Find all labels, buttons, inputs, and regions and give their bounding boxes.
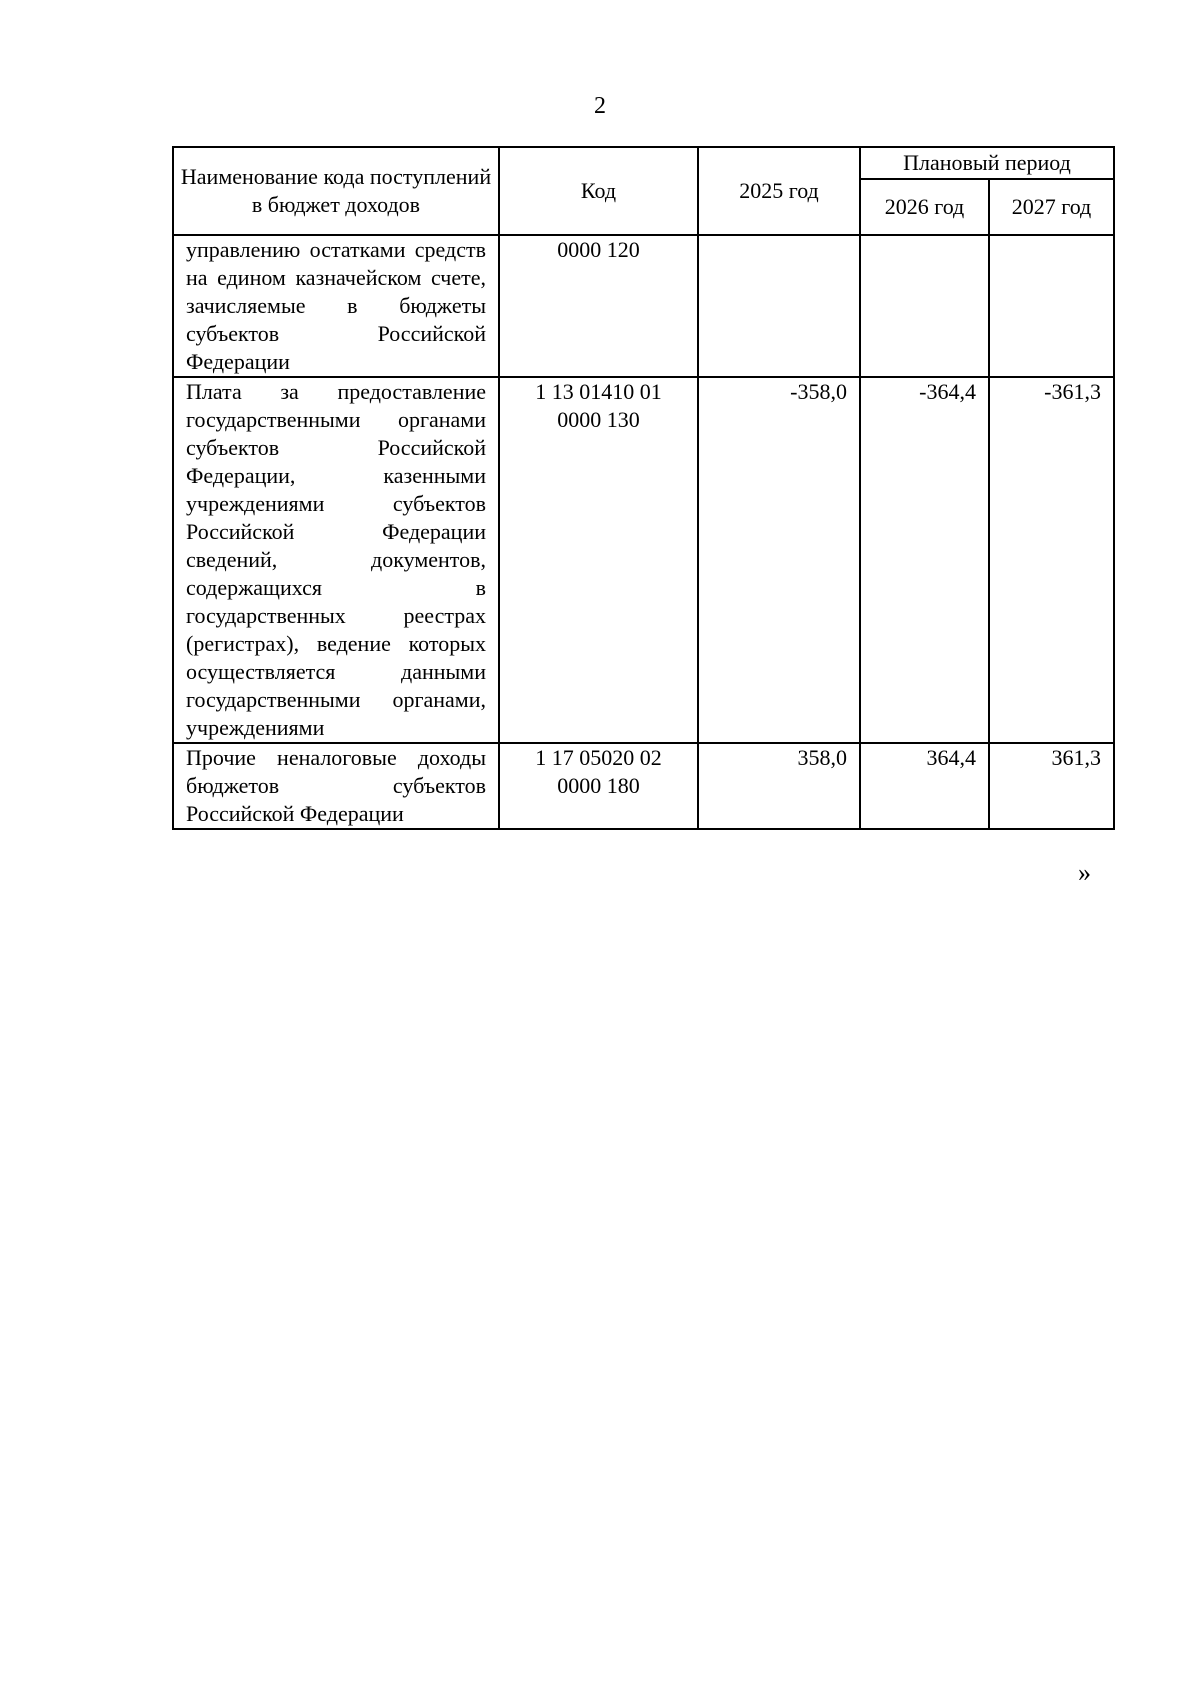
header-2027: 2027 год <box>989 179 1114 235</box>
header-name: Наименование кода поступлений в бюджет доходов <box>173 147 499 235</box>
row-value-2027: 361,3 <box>989 743 1114 829</box>
row-value-2026: 364,4 <box>860 743 989 829</box>
row-value-2026: -364,4 <box>860 377 989 743</box>
row-value-2025 <box>698 235 860 377</box>
row-value-2025: 358,0 <box>698 743 860 829</box>
table-row <box>173 235 1114 377</box>
header-code: Код <box>499 147 698 235</box>
revenue-table <box>172 146 1115 830</box>
row-value-2025: -358,0 <box>698 377 860 743</box>
table-row <box>173 377 1114 743</box>
row-name: управлению остатками средств на едином казначейском счете, зачисляемые в бюджеты субъектов Российской Федерации <box>173 235 499 377</box>
table-row <box>173 743 1114 829</box>
table-header-row <box>173 147 1114 179</box>
row-value-2027 <box>989 235 1114 377</box>
header-2025: 2025 год <box>698 147 860 235</box>
row-name: Прочие неналоговые доходы бюджетов субъектов Российской Федерации <box>173 743 499 829</box>
row-code: 1 13 01410 01 0000 130 <box>499 377 698 743</box>
row-code: 1 17 05020 02 0000 180 <box>499 743 698 829</box>
row-value-2027: -361,3 <box>989 377 1114 743</box>
header-planning-period: Плановый период <box>860 147 1114 179</box>
row-code: 0000 120 <box>499 235 698 377</box>
header-2026: 2026 год <box>860 179 989 235</box>
row-name: Плата за предоставление государственными органами субъектов Российской Федерации, казенными учреждениями субъектов Российской Федерации сведений, документов, содержащихся в государственных реестрах (регистрах), ведение которых осуществляется данными государственными органами, учреждениями <box>173 377 499 743</box>
closing-quote: » <box>1078 858 1091 887</box>
row-value-2026 <box>860 235 989 377</box>
page-number: 2 <box>594 93 606 119</box>
